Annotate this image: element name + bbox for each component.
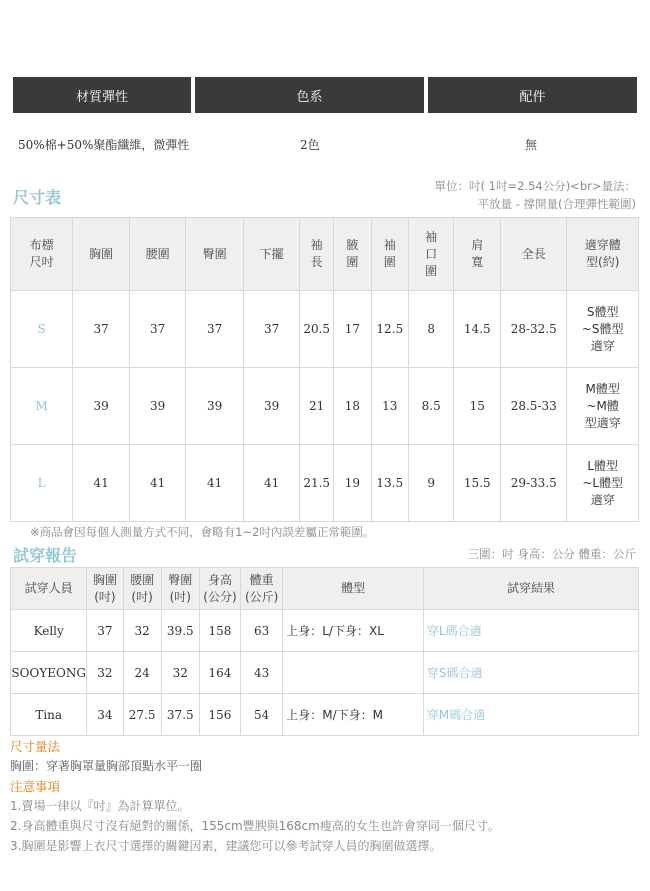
- size-cell: 13.5: [371, 445, 408, 522]
- try-on-cell: 32: [123, 610, 161, 652]
- try-on-cell: 63: [241, 610, 283, 652]
- unit-note-1: 單位：吋( 1吋=2.54公分)<br>量法：: [434, 179, 636, 193]
- size-cell: 39: [244, 368, 300, 445]
- size-header-cell: 袖 圍: [371, 218, 408, 291]
- size-cell: 20.5: [300, 291, 334, 368]
- try-on-cell: 37.5: [161, 694, 199, 736]
- try-on-row: [11, 694, 639, 736]
- try-on-header-cell: 身高 (公分): [199, 568, 240, 610]
- size-cell: 17: [334, 291, 371, 368]
- try-on-unit-note: 三圍：吋 身高：公分 體重：公斤: [467, 547, 636, 561]
- size-header-cell: 適穿體 型(約): [567, 218, 639, 291]
- size-cell: 39: [130, 368, 186, 445]
- size-row: [11, 291, 639, 368]
- try-on-cell: 24: [123, 652, 161, 694]
- measure-title: 尺寸量法: [10, 739, 61, 754]
- size-cell: 8.5: [408, 368, 454, 445]
- try-on-cell: 27.5: [123, 694, 161, 736]
- try-on-row: [11, 610, 639, 652]
- tester-name: Tina: [11, 694, 87, 736]
- size-chart-title: 尺寸表: [13, 188, 62, 207]
- size-label: M: [11, 368, 73, 445]
- color-header: 色系: [195, 77, 424, 113]
- body-size: [283, 652, 424, 694]
- size-cell: 41: [73, 445, 130, 522]
- size-table: [10, 217, 639, 522]
- size-cell: 9: [408, 445, 454, 522]
- size-label: S: [11, 291, 73, 368]
- try-on-cell: 158: [199, 610, 240, 652]
- measure-text: 胸圍：穿著胸罩量胸部頂點水平一圈: [10, 759, 203, 773]
- try-on-header-cell: 試穿人員: [11, 568, 87, 610]
- try-on-cell: 43: [241, 652, 283, 694]
- note-item: 3.胸圍是影響上衣尺寸選擇的關鍵因素，建議您可以參考試穿人員的胸圍做選擇。: [10, 839, 442, 853]
- size-cell: 37: [186, 291, 244, 368]
- try-on-cell: 164: [199, 652, 240, 694]
- size-cell: 18: [334, 368, 371, 445]
- size-header-cell: 下擺: [244, 218, 300, 291]
- size-cell: 15: [454, 368, 501, 445]
- try-on-result: 穿M碼合適: [423, 694, 638, 736]
- note-item: 1.賣場一律以『吋』為計算單位。: [10, 799, 190, 813]
- try-on-row: [11, 652, 639, 694]
- size-label: L: [11, 445, 73, 522]
- size-header-cell: 全長: [501, 218, 567, 291]
- size-cell: 28.5-33: [501, 368, 567, 445]
- try-on-table: [10, 567, 639, 736]
- size-cell: 41: [186, 445, 244, 522]
- try-on-result: 穿S碼合適: [423, 652, 638, 694]
- size-header-cell: 袖 長: [300, 218, 334, 291]
- color-value: 2色: [300, 138, 320, 152]
- accessory-header: 配件: [428, 77, 637, 113]
- size-row: [11, 445, 639, 522]
- body-size: 上身：M/下身：M: [283, 694, 424, 736]
- size-header-cell: 腋 圍: [334, 218, 371, 291]
- size-cell: 41: [130, 445, 186, 522]
- size-fit: M體型 ~M體 型適穿: [567, 368, 639, 445]
- size-cell: 39: [73, 368, 130, 445]
- try-on-cell: 156: [199, 694, 240, 736]
- size-fit: S體型 ~S體型 適穿: [567, 291, 639, 368]
- size-cell: 12.5: [371, 291, 408, 368]
- size-fit: L體型 ~L體型 適穿: [567, 445, 639, 522]
- try-on-cell: 32: [161, 652, 199, 694]
- size-cell: 39: [186, 368, 244, 445]
- size-cell: 21: [300, 368, 334, 445]
- tester-name: SOOYEONG: [11, 652, 87, 694]
- size-cell: 41: [244, 445, 300, 522]
- size-cell: 28-32.5: [501, 291, 567, 368]
- try-on-cell: 39.5: [161, 610, 199, 652]
- note-item: 2.身高體重與尺寸沒有絕對的關係，155cm豐腴與168cm瘦高的女生也許會穿同一個尺寸。: [10, 819, 500, 833]
- try-on-cell: 34: [87, 694, 123, 736]
- size-cell: 37: [244, 291, 300, 368]
- size-cell: 8: [408, 291, 454, 368]
- size-cell: 15.5: [454, 445, 501, 522]
- tester-name: Kelly: [11, 610, 87, 652]
- size-disclaimer: ※商品會因每個人測量方式不同，會略有1~2吋內誤差屬正常範圍。: [30, 525, 375, 539]
- body-size: 上身：L/下身：XL: [283, 610, 424, 652]
- size-cell: 13: [371, 368, 408, 445]
- size-cell: 21.5: [300, 445, 334, 522]
- try-on-header-cell: 臀圍 (吋): [161, 568, 199, 610]
- size-row: [11, 368, 639, 445]
- try-on-result: 穿L碼合適: [423, 610, 638, 652]
- notes-title: 注意事項: [10, 779, 61, 794]
- size-header-cell: 腰圍: [130, 218, 186, 291]
- accessory-value: 無: [525, 138, 538, 152]
- try-on-cell: 54: [241, 694, 283, 736]
- size-cell: 37: [130, 291, 186, 368]
- try-on-header-cell: 試穿結果: [423, 568, 638, 610]
- try-on-cell: 32: [87, 652, 123, 694]
- size-cell: 29-33.5: [501, 445, 567, 522]
- size-header-cell: 胸圍: [73, 218, 130, 291]
- try-on-header-cell: 體型: [283, 568, 424, 610]
- try-on-title: 試穿報告: [13, 546, 78, 565]
- unit-note-2: 平放量 - 撐開量(合理彈性範圍): [477, 197, 636, 211]
- size-header-cell: 袖 口 圍: [408, 218, 454, 291]
- size-header-cell: 布標 尺吋: [11, 218, 73, 291]
- size-header-cell: 臀圍: [186, 218, 244, 291]
- try-on-cell: 37: [87, 610, 123, 652]
- material-value: 50%棉+50%聚酯纖維，微彈性: [18, 138, 190, 152]
- size-cell: 19: [334, 445, 371, 522]
- try-on-header-cell: 胸圍 (吋): [87, 568, 123, 610]
- size-header-cell: 肩 寬: [454, 218, 501, 291]
- try-on-header-cell: 腰圍 (吋): [123, 568, 161, 610]
- size-cell: 37: [73, 291, 130, 368]
- size-cell: 14.5: [454, 291, 501, 368]
- try-on-header-cell: 體重 (公斤): [241, 568, 283, 610]
- material-header: 材質彈性: [13, 77, 191, 113]
